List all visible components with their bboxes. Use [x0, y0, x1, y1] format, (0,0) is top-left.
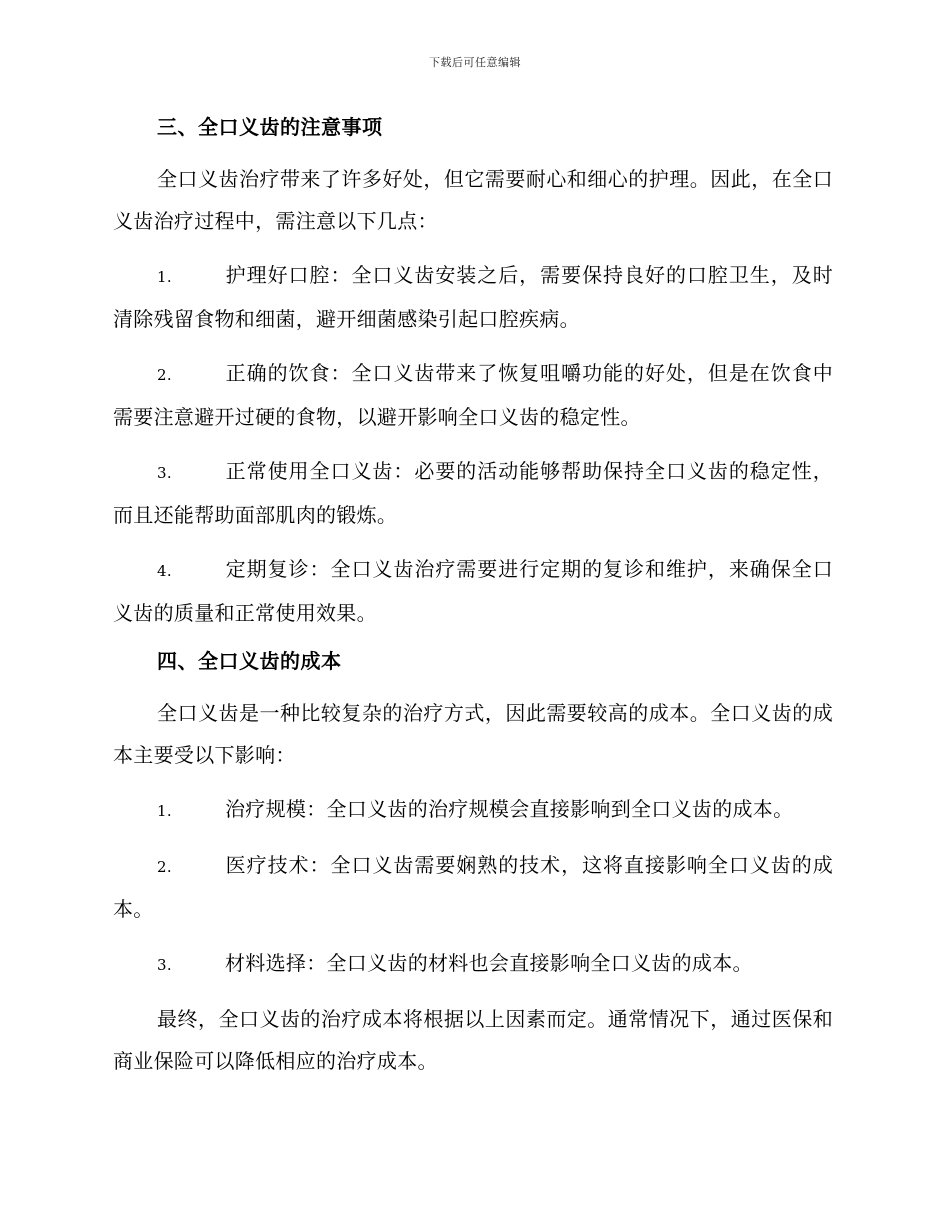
list-item: [113, 254, 833, 340]
list-item-number: 1.: [157, 268, 172, 286]
list-item: [113, 942, 833, 986]
list-item: [113, 844, 833, 930]
section-4-heading: 四、全口义齿的成本: [157, 649, 342, 673]
section-3-heading: 三、全口义齿的注意事项: [157, 115, 383, 139]
list-item: [113, 352, 833, 438]
list-item-number: 3.: [157, 956, 172, 974]
list-item-text: 护理好口腔：全口义齿安装之后，需要保持良好的口腔卫生，及时清除残留食物和细菌，避开细菌感染引起口腔疾病。: [113, 263, 833, 331]
list-item-text: 医疗技术：全口义齿需要娴熟的技术，这将直接影响全口义齿的成本。: [113, 853, 833, 921]
document-body: [113, 112, 833, 1094]
list-item-number: 3.: [157, 464, 172, 482]
list-item-text: 定期复诊：全口义齿治疗需要进行定期的复诊和维护，来确保全口义齿的质量和正常使用效果。: [113, 557, 833, 625]
list-item-text: 治疗规模：全口义齿的治疗规模会直接影响到全口义齿的成本。: [225, 797, 794, 821]
section-3-intro: 全口义齿治疗带来了许多好处，但它需要耐心和细心的护理。因此，在全口义齿治疗过程中，需注意以下几点：: [113, 167, 833, 233]
list-item: [113, 548, 833, 634]
list-item: [113, 788, 833, 832]
list-item-text: 材料选择：全口义齿的材料也会直接影响全口义齿的成本。: [225, 951, 753, 975]
list-item-text: 正常使用全口义齿：必要的活动能够帮助保持全口义齿的稳定性，而且还能帮助面部肌肉的锻炼。: [113, 459, 833, 527]
list-item-text: 正确的饮食：全口义齿带来了恢复咀嚼功能的好处，但是在饮食中需要注意避开过硬的食物，以避开影响全口义齿的稳定性。: [113, 361, 833, 429]
list-item: [113, 450, 833, 536]
list-item-number: 2.: [157, 858, 172, 876]
list-item-number: 4.: [157, 562, 172, 580]
list-item-number: 2.: [157, 366, 172, 384]
section-4-conclusion: 最终，全口义齿的治疗成本将根据以上因素而定。通常情况下，通过医保和商业保险可以降低相应的治疗成本。: [113, 1007, 833, 1073]
list-item-number: 1.: [157, 802, 172, 820]
page-header: 下载后可任意编辑: [429, 56, 521, 69]
section-4-intro: 全口义齿是一种比较复杂的治疗方式，因此需要较高的成本。全口义齿的成本主要受以下影响：: [113, 701, 833, 767]
